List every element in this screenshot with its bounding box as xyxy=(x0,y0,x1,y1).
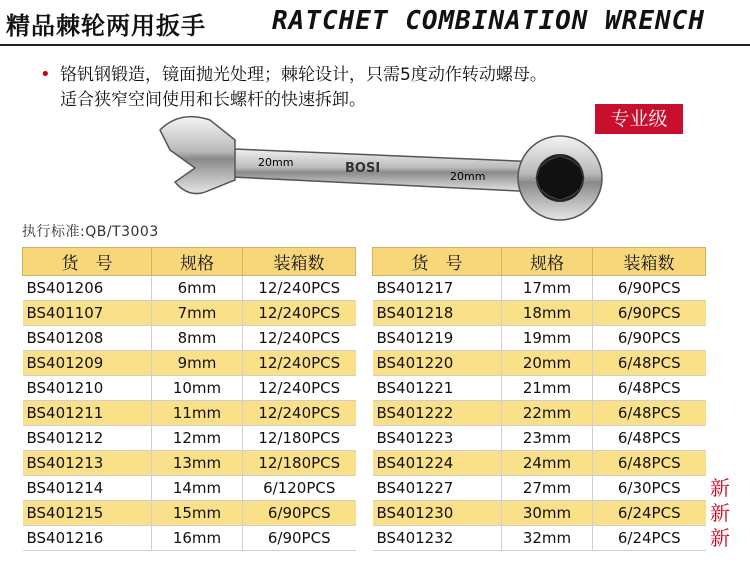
product-code: BS401222 xyxy=(373,401,502,426)
pack-quantity: 6/48PCS xyxy=(593,451,706,476)
spec-table-left-body xyxy=(23,276,356,551)
wrench-image xyxy=(140,110,610,230)
product-size: 16mm xyxy=(152,526,243,551)
standard-label: 执行标准:QB/T3003 xyxy=(22,224,159,240)
table-row xyxy=(23,401,356,426)
title-chinese: 精品棘轮两用扳手 xyxy=(6,12,206,40)
header-size: 规格 xyxy=(152,248,243,276)
product-code: BS401211 xyxy=(23,401,152,426)
table-row xyxy=(373,501,706,526)
table-row xyxy=(23,476,356,501)
table-row xyxy=(373,401,706,426)
pack-quantity: 6/90PCS xyxy=(593,276,706,301)
product-size: 24mm xyxy=(502,451,593,476)
pack-quantity: 6/48PCS xyxy=(593,426,706,451)
product-code: BS401210 xyxy=(23,376,152,401)
table-row xyxy=(23,501,356,526)
header-code: 货 号 xyxy=(23,248,152,276)
header-size: 规格 xyxy=(502,248,593,276)
header-code: 货 号 xyxy=(373,248,502,276)
pack-quantity: 6/24PCS xyxy=(593,501,706,526)
product-code: BS401215 xyxy=(23,501,152,526)
table-row xyxy=(373,526,706,551)
product-size: 19mm xyxy=(502,326,593,351)
product-size: 32mm xyxy=(502,526,593,551)
table-row xyxy=(373,476,706,501)
table-row xyxy=(23,526,356,551)
pack-quantity: 12/240PCS xyxy=(243,276,356,301)
product-code: BS401227 xyxy=(373,476,502,501)
product-code: BS401220 xyxy=(373,351,502,376)
pack-quantity: 12/240PCS xyxy=(243,351,356,376)
product-size: 11mm xyxy=(152,401,243,426)
product-code: BS401206 xyxy=(23,276,152,301)
product-size: 17mm xyxy=(502,276,593,301)
pack-quantity: 6/48PCS xyxy=(593,401,706,426)
table-row xyxy=(373,276,706,301)
table-row xyxy=(373,376,706,401)
product-size: 14mm xyxy=(152,476,243,501)
product-code: BS401213 xyxy=(23,451,152,476)
header-pack: 装箱数 xyxy=(243,248,356,276)
product-size: 20mm xyxy=(502,351,593,376)
table-row xyxy=(23,376,356,401)
product-size: 27mm xyxy=(502,476,593,501)
title-divider xyxy=(0,44,750,46)
spec-table-right xyxy=(372,247,706,551)
product-code: BS401216 xyxy=(23,526,152,551)
table-row xyxy=(23,301,356,326)
table-row xyxy=(23,451,356,476)
product-size: 18mm xyxy=(502,301,593,326)
pack-quantity: 6/24PCS xyxy=(593,526,706,551)
table-row xyxy=(373,351,706,376)
title-bar xyxy=(0,0,750,44)
table-row xyxy=(373,326,706,351)
pack-quantity: 6/90PCS xyxy=(593,326,706,351)
product-code: BS401218 xyxy=(373,301,502,326)
pack-quantity: 12/180PCS xyxy=(243,426,356,451)
wrench-brand: BOSI xyxy=(345,161,381,176)
product-size: 10mm xyxy=(152,376,243,401)
description-line-1: 铬钒钢锻造，镜面抛光处理；棘轮设计，只需5度动作转动螺母。 xyxy=(60,65,547,85)
pack-quantity: 6/90PCS xyxy=(593,301,706,326)
table-row xyxy=(23,351,356,376)
wrench-size-mark-2: 20mm xyxy=(450,170,486,183)
table-row xyxy=(373,451,706,476)
pack-quantity: 12/240PCS xyxy=(243,301,356,326)
product-code: BS401230 xyxy=(373,501,502,526)
pack-quantity: 6/30PCS xyxy=(593,476,706,501)
product-size: 12mm xyxy=(152,426,243,451)
pack-quantity: 6/90PCS xyxy=(243,526,356,551)
product-code: BS401224 xyxy=(373,451,502,476)
new-product-marks xyxy=(710,476,730,551)
table-row xyxy=(373,301,706,326)
product-code: BS401209 xyxy=(23,351,152,376)
product-code: BS401221 xyxy=(373,376,502,401)
bullet-icon: • xyxy=(40,64,51,85)
spec-table-left xyxy=(22,247,356,551)
product-size: 13mm xyxy=(152,451,243,476)
description-line-2: 适合狭窄空间使用和长螺杆的快速拆卸。 xyxy=(60,90,366,110)
title-english: RATCHET COMBINATION WRENCH xyxy=(272,6,705,36)
product-code: BS401219 xyxy=(373,326,502,351)
product-code: BS401208 xyxy=(23,326,152,351)
product-code: BS401214 xyxy=(23,476,152,501)
pack-quantity: 6/48PCS xyxy=(593,351,706,376)
product-size: 21mm xyxy=(502,376,593,401)
product-size: 6mm xyxy=(152,276,243,301)
table-row xyxy=(23,276,356,301)
product-size: 22mm xyxy=(502,401,593,426)
product-code: BS401107 xyxy=(23,301,152,326)
new-mark: 新 xyxy=(710,501,730,525)
pack-quantity: 12/240PCS xyxy=(243,401,356,426)
pack-quantity: 12/180PCS xyxy=(243,451,356,476)
product-size: 15mm xyxy=(152,501,243,526)
pack-quantity: 6/90PCS xyxy=(243,501,356,526)
product-code: BS401232 xyxy=(373,526,502,551)
pack-quantity: 6/48PCS xyxy=(593,376,706,401)
product-size: 23mm xyxy=(502,426,593,451)
table-row xyxy=(373,426,706,451)
wrench-size-mark: 20mm xyxy=(258,156,294,169)
product-size: 8mm xyxy=(152,326,243,351)
header-pack: 装箱数 xyxy=(593,248,706,276)
product-code: BS401223 xyxy=(373,426,502,451)
table-row xyxy=(23,426,356,451)
pack-quantity: 12/240PCS xyxy=(243,376,356,401)
pack-quantity: 6/120PCS xyxy=(243,476,356,501)
new-mark: 新 xyxy=(710,526,730,550)
table-row xyxy=(23,326,356,351)
pack-quantity: 12/240PCS xyxy=(243,326,356,351)
professional-grade-badge: 专业级 xyxy=(595,104,683,134)
new-mark: 新 xyxy=(710,476,730,500)
product-code: BS401217 xyxy=(373,276,502,301)
product-size: 9mm xyxy=(152,351,243,376)
product-size: 30mm xyxy=(502,501,593,526)
spec-table-right-body xyxy=(373,276,706,551)
product-size: 7mm xyxy=(152,301,243,326)
product-code: BS401212 xyxy=(23,426,152,451)
